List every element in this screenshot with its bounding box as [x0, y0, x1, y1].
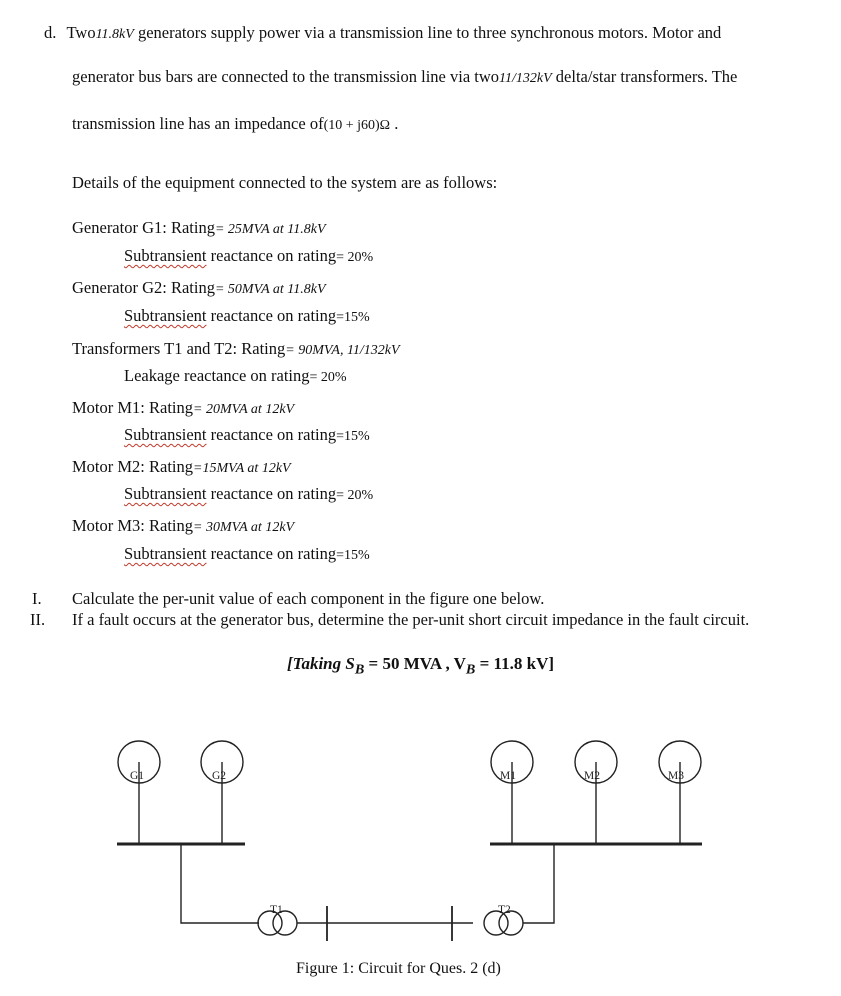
m2-label: M2 — [584, 770, 600, 782]
equipment-m3-rating: Motor M3: Rating= 30MVA at 12kV — [72, 516, 295, 535]
base-values-equation: [Taking $S_B = 50$ MVA , $V_B = 11.8$ kV] — [286, 654, 555, 678]
task-2-number: II. — [30, 610, 46, 629]
equipment-g1-rating: Generator G1: Rating= 25MVA at 11.8kV — [72, 218, 326, 237]
question-label: d. — [44, 23, 57, 42]
m1-label: M1 — [500, 770, 516, 782]
task-1-text: Calculate the per-unit value of each component in the figure one below. — [72, 589, 545, 608]
question-line-2: generator bus bars are connected to the transmission line via two11/132kV delta/star transformers. The — [72, 67, 738, 86]
t2-label: T2 — [498, 904, 511, 916]
m3-label: M3 — [668, 770, 684, 782]
g2-label: G2 — [212, 770, 227, 782]
task-2-text: If a fault occurs at the generator bus, determine the per-unit short circuit impedance in the fault circuit. — [72, 610, 750, 629]
equipment-t-reactance: Leakage reactance on rating= 20% — [124, 366, 347, 385]
g1-label: G1 — [130, 770, 145, 782]
details-heading: Details of the equipment connected to the system are as follows: — [72, 173, 498, 192]
figure-caption: Figure 1: Circuit for Ques. 2 (d) — [296, 960, 501, 977]
equipment-m1-rating: Motor M1: Rating= 20MVA at 12kV — [72, 398, 295, 417]
question-line-3: transmission line has an impedance of(10 + j60)Ω . — [72, 114, 399, 133]
task-1-number: I. — [32, 589, 42, 608]
equipment-g2-reactance: Subtransient reactance on rating=15% — [124, 306, 370, 325]
t1-label: T1 — [270, 904, 283, 916]
question-line-1: d. Two11.8kV generators supply power via a transmission line to three synchronous motors. Motor and — [44, 23, 722, 42]
equipment-m2-rating: Motor M2: Rating=15MVA at 12kV — [72, 457, 291, 476]
equipment-g1-reactance: Subtransient reactance on rating= 20% — [124, 246, 374, 265]
equipment-m3-reactance: Subtransient reactance on rating=15% — [124, 544, 370, 563]
equipment-m2-reactance: Subtransient reactance on rating= 20% — [124, 484, 374, 503]
equipment-t-rating: Transformers T1 and T2: Rating= 90MVA, 11/132kV — [72, 339, 400, 358]
equipment-m1-reactance: Subtransient reactance on rating=15% — [124, 425, 370, 444]
equipment-g2-rating: Generator G2: Rating= 50MVA at 11.8kV — [72, 278, 326, 297]
